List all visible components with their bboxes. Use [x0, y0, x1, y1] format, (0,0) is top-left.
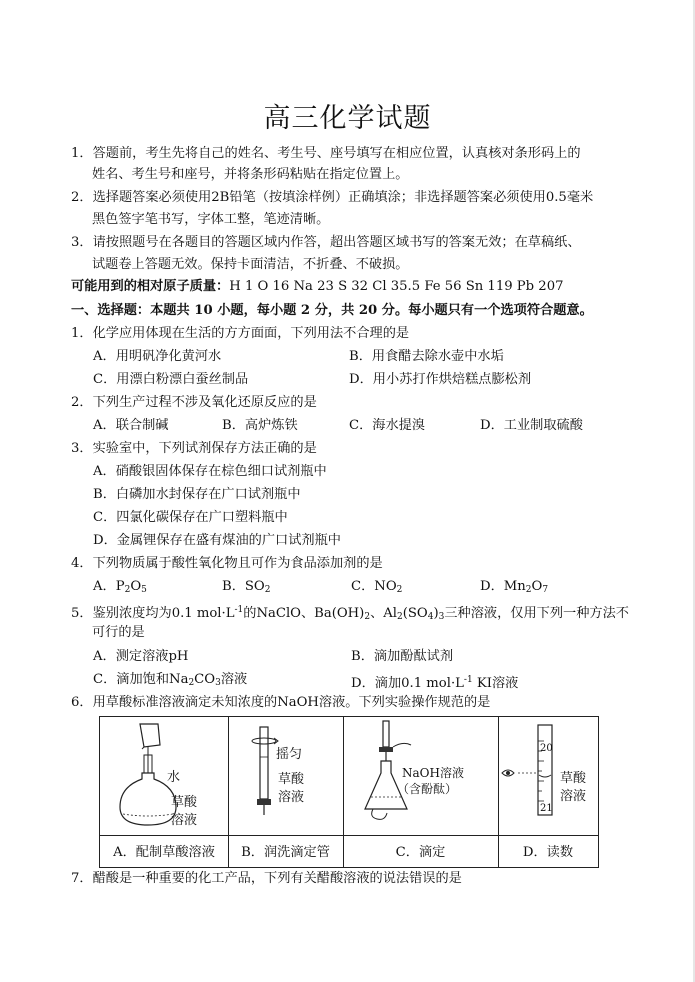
instruction-2-line1: 2．选择题答案必须使用2B铅笔（按填涂样例）正确填涂；非选择题答案必须使用0.5毫米	[71, 190, 594, 205]
q6-caption-divider	[100, 835, 598, 836]
q4-option-c: C．$NO_2$	[351, 579, 403, 595]
q4-option-a: A．$P_2O_5$	[93, 579, 147, 595]
fig-d-tick-20: 20	[540, 743, 553, 754]
fig-c-indicator-label: （含酚酞）	[397, 782, 458, 796]
q2-stem: 2．下列生产过程不涉及氧化还原反应的是	[71, 395, 317, 410]
q2-option-c: C．海水提溴	[349, 418, 426, 433]
section-heading: 一、选择题：本题共 10 小题，每小题 2 分，共 20 分。每小题只有一个选项符合题意。	[71, 303, 593, 318]
q2-option-d: D．工业制取硫酸	[480, 418, 583, 433]
q6-caption-a: A．配制草酸溶液	[113, 845, 215, 860]
q1-stem: 1．化学应用体现在生活的方方面面，下列用法不合理的是	[71, 326, 410, 341]
fig-a-solution-label-2: 溶液	[171, 813, 198, 828]
fig-d-solution-label-2: 溶液	[560, 789, 587, 804]
q5-option-b: B．滴加酚酞试剂	[351, 649, 454, 664]
q2-option-b: B．高炉炼铁	[222, 418, 298, 433]
page-title: 高三化学试题	[263, 103, 432, 134]
q6-stem: 6．用草酸标准溶液滴定未知浓度的NaOH溶液。下列实验操作规范的是	[71, 695, 491, 710]
q5-option-c: C．滴加饱和$Na_2CO_3$溶液	[93, 672, 248, 688]
q4-stem: 4．下列物质属于酸性氧化物且可作为食品添加剂的是	[71, 556, 383, 571]
instruction-3-line2: 试题卷上答题无效。保持卡面清洁，不折叠、不破损。	[92, 257, 409, 272]
q4-option-b: B．$SO_2$	[222, 579, 271, 595]
q4-option-d: D．$Mn_2O_7$	[480, 579, 549, 595]
q3-option-b: B．白磷加水封保存在广口试剂瓶中	[93, 487, 301, 502]
fig-b-solution-label-1: 草酸	[278, 772, 305, 787]
q3-option-a: A．硝酸银固体保存在棕色细口试剂瓶中	[93, 464, 327, 479]
q5-stem-line2: 可行的是	[92, 625, 145, 640]
instruction-3-line1: 3．请按照题号在各题目的答题区域内作答，超出答题区域书写的答案无效；在草稿纸、	[71, 235, 581, 250]
q6-caption-c: C．滴定	[395, 845, 446, 860]
q3-option-d: D．金属锂保存在盛有煤油的广口试剂瓶中	[93, 533, 341, 548]
instruction-1-line1: 1．答题前，考生先将自己的姓名、考生号、座号填写在相应位置，认真核对条形码上的	[71, 146, 581, 161]
instruction-2-line2: 黑色签字笔书写，字体工整，笔迹清晰。	[92, 212, 330, 227]
q1-option-a: A．用明矾净化黄河水	[93, 349, 222, 364]
fig-b-shake-label: 摇匀	[276, 747, 303, 762]
q3-stem: 3．实验室中，下列试剂保存方法正确的是	[71, 441, 317, 456]
instruction-1-line2: 姓名、考生号和座号，并将条形码粘贴在指定位置上。	[92, 167, 409, 182]
atomic-mass-values: H 1 O 16 Na 23 S 32 Cl 35.5 Fe 56 Sn 119 Pb 207	[229, 279, 564, 294]
q5-stem: 5．鉴别浓度均为0.1 $mol\cdot L^{-1}$的NaClO、$Ba(OH)_2$、$Al_2(SO_4)_3$三种溶液，仅用下列一种方法不	[71, 605, 629, 622]
q1-option-c: C．用漂白粉漂白蚕丝制品	[93, 372, 249, 387]
q1-option-d: D．用小苏打作烘焙糕点膨松剂	[349, 372, 532, 387]
q6-figure-table	[99, 716, 599, 868]
fig-a-water-label: 水	[167, 770, 181, 785]
atomic-mass-line	[71, 278, 563, 296]
atomic-mass-label: 可能用到的相对原子质量：	[71, 279, 230, 294]
fig-b-solution-label-2: 溶液	[278, 790, 305, 805]
q3-option-c: C．四氯化碳保存在广口塑料瓶中	[93, 510, 288, 525]
q5-option-d: D．滴加0.1 $mol\cdot L^{-1}$ KI溶液	[351, 675, 519, 691]
q5-option-a: A．测定溶液pH	[93, 649, 189, 664]
q6-caption-d: D．读数	[522, 845, 574, 860]
volumetric-flask-figure	[100, 717, 228, 835]
q7-stem: 7．醋酸是一种重要的化工产品，下列有关醋酸溶液的说法错误的是	[71, 871, 462, 886]
q1-option-b: B．用食醋去除水壶中水垢	[349, 349, 504, 364]
fig-d-tick-21: 21	[540, 803, 553, 814]
q6-caption-b: B．润洗滴定管	[241, 845, 330, 860]
fig-c-naoh-label: NaOH溶液	[402, 766, 464, 780]
fig-a-solution-label-1: 草酸	[171, 795, 198, 810]
q2-option-a: A．联合制碱	[93, 418, 169, 433]
fig-d-solution-label-1: 草酸	[560, 771, 587, 786]
